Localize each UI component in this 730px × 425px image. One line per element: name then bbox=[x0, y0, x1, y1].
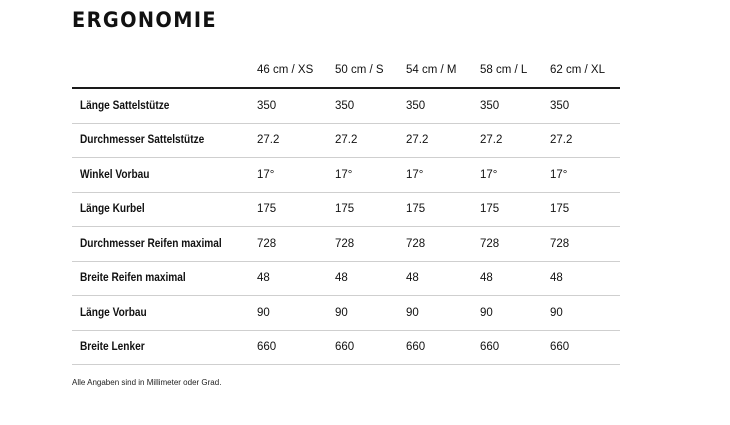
table-cell: 728 bbox=[406, 227, 480, 262]
row-label bbox=[72, 330, 257, 365]
table-cell: 350 bbox=[480, 88, 550, 123]
table-cell: 27.2 bbox=[406, 123, 480, 158]
header-size-xl: 62 cm / XL bbox=[550, 53, 620, 88]
table-cell: 175 bbox=[480, 192, 550, 227]
header-size-s: 50 cm / S bbox=[335, 53, 406, 88]
table-cell: 27.2 bbox=[257, 123, 335, 158]
table-cell: 175 bbox=[550, 192, 620, 227]
row-label bbox=[72, 158, 257, 193]
table-header-row bbox=[72, 53, 620, 88]
table-cell: 17° bbox=[406, 158, 480, 193]
table-cell: 175 bbox=[335, 192, 406, 227]
table-row bbox=[72, 261, 620, 296]
row-label-text: Breite Reifen maximal bbox=[80, 272, 186, 285]
table-cell: 48 bbox=[550, 261, 620, 296]
table-cell: 48 bbox=[257, 261, 335, 296]
table-cell: 17° bbox=[480, 158, 550, 193]
table-cell: 350 bbox=[406, 88, 480, 123]
table-cell: 175 bbox=[257, 192, 335, 227]
row-label-text: Durchmesser Sattelstütze bbox=[80, 134, 205, 147]
table-row bbox=[72, 296, 620, 331]
header-size-l: 58 cm / L bbox=[480, 53, 550, 88]
table-cell: 660 bbox=[257, 330, 335, 365]
table-row bbox=[72, 227, 620, 262]
table-cell: 90 bbox=[257, 296, 335, 331]
table-cell: 660 bbox=[480, 330, 550, 365]
table-row bbox=[72, 158, 620, 193]
table-cell: 728 bbox=[550, 227, 620, 262]
table-cell: 660 bbox=[335, 330, 406, 365]
footnote: Alle Angaben sind in Millimeter oder Grad. bbox=[72, 378, 222, 387]
table-cell: 48 bbox=[406, 261, 480, 296]
table-row bbox=[72, 192, 620, 227]
row-label bbox=[72, 88, 257, 123]
table-cell: 728 bbox=[257, 227, 335, 262]
table-row bbox=[72, 330, 620, 365]
table-cell: 90 bbox=[406, 296, 480, 331]
table-cell: 17° bbox=[550, 158, 620, 193]
table-cell: 350 bbox=[257, 88, 335, 123]
row-label-text: Länge Vorbau bbox=[80, 306, 147, 319]
header-size-xs: 46 cm / XS bbox=[257, 53, 335, 88]
table-cell: 17° bbox=[335, 158, 406, 193]
table-cell: 350 bbox=[335, 88, 406, 123]
table-cell: 350 bbox=[550, 88, 620, 123]
row-label bbox=[72, 123, 257, 158]
row-label-text: Durchmesser Reifen maximal bbox=[80, 237, 222, 250]
table-cell: 90 bbox=[550, 296, 620, 331]
table-cell: 728 bbox=[480, 227, 550, 262]
table-cell: 175 bbox=[406, 192, 480, 227]
table-cell: 48 bbox=[480, 261, 550, 296]
row-label bbox=[72, 227, 257, 262]
table-row bbox=[72, 123, 620, 158]
table-cell: 660 bbox=[406, 330, 480, 365]
table-cell: 27.2 bbox=[335, 123, 406, 158]
ergonomics-table bbox=[72, 53, 620, 365]
table-cell: 27.2 bbox=[550, 123, 620, 158]
row-label-text: Winkel Vorbau bbox=[80, 168, 150, 181]
table-cell: 48 bbox=[335, 261, 406, 296]
row-label-text: Länge Sattelstütze bbox=[80, 99, 170, 112]
row-label bbox=[72, 296, 257, 331]
table-cell: 17° bbox=[257, 158, 335, 193]
table-row bbox=[72, 88, 620, 123]
table-cell: 90 bbox=[480, 296, 550, 331]
table-cell: 728 bbox=[335, 227, 406, 262]
row-label-text: Länge Kurbel bbox=[80, 203, 145, 216]
row-label-text: Breite Lenker bbox=[80, 341, 145, 354]
header-label-cell bbox=[72, 53, 257, 88]
header-size-m: 54 cm / M bbox=[406, 53, 480, 88]
section-title: ERGONOMIE bbox=[72, 8, 217, 32]
row-label bbox=[72, 261, 257, 296]
table-cell: 660 bbox=[550, 330, 620, 365]
row-label bbox=[72, 192, 257, 227]
table-cell: 90 bbox=[335, 296, 406, 331]
table-cell: 27.2 bbox=[480, 123, 550, 158]
